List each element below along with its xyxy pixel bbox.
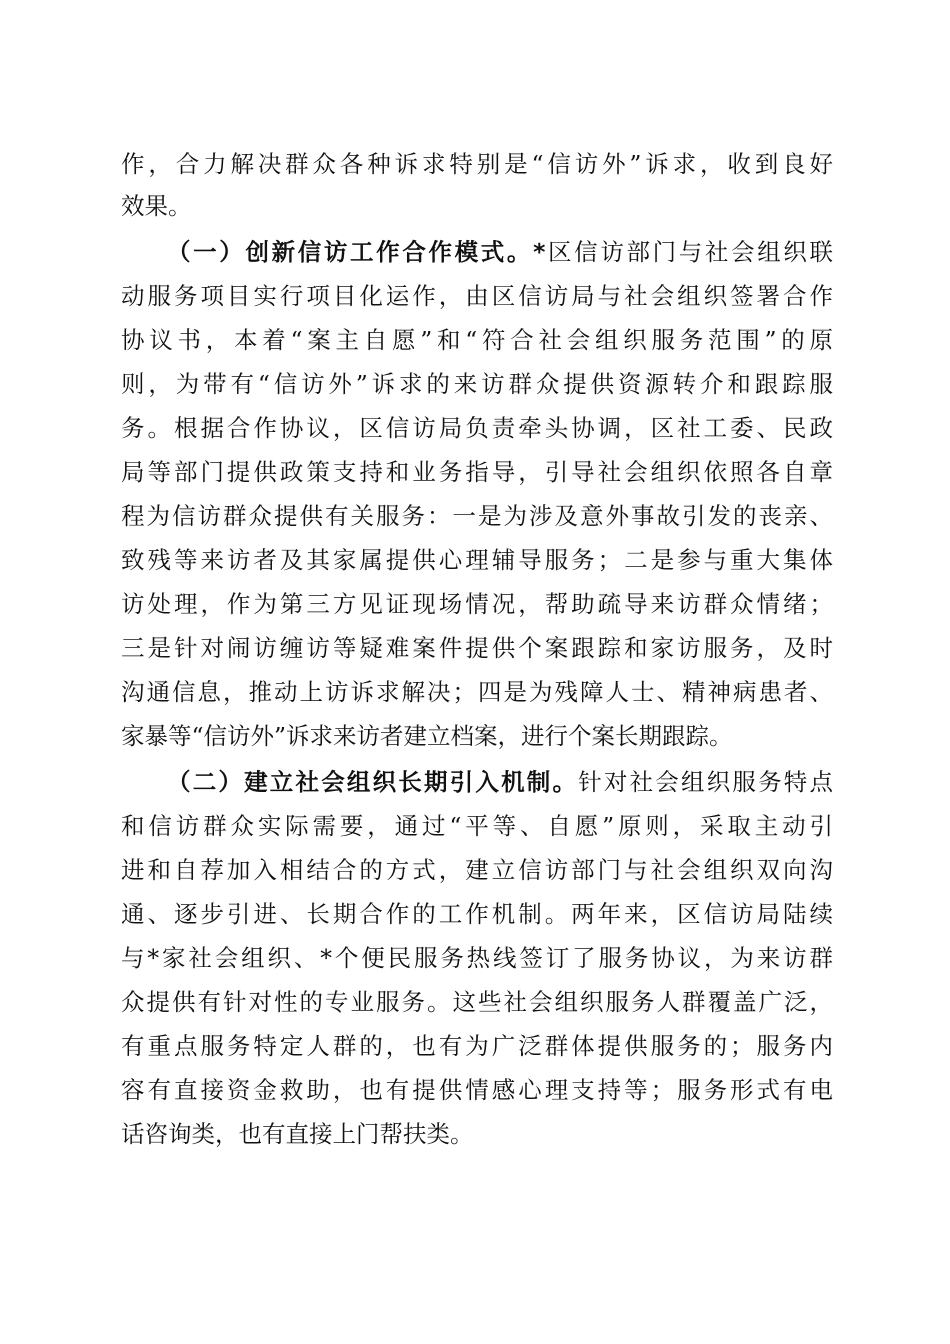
paragraph-line: 众提供有针对性的专业服务。这些社会组织服务人群覆盖广泛， [121, 988, 833, 1016]
paragraph-line: 则，为带有“信访外”诉求的来访群众提供资源转介和跟踪服 [121, 370, 833, 398]
paragraph-line: 局等部门提供政策支持和业务指导，引导社会组织依照各自章 [121, 458, 833, 486]
paragraph-line: 作，合力解决群众各种诉求特别是“信访外”诉求，收到良好 [121, 150, 833, 178]
paragraph-line: 效果。 [121, 192, 192, 220]
paragraph-line: 程为信访群众提供有关服务：一是为涉及意外事故引发的丧亲、 [121, 502, 833, 530]
paragraph-line: 协议书，本着“案主自愿”和“符合社会组织服务范围”的原 [121, 326, 833, 354]
section-one-first-line [167, 232, 833, 272]
paragraph-line: 家暴等“信访外”诉求来访者建立档案，进行个案长期跟踪。 [121, 722, 733, 750]
paragraph-line: 三是针对闹访缠访等疑难案件提供个案跟踪和家访服务，及时 [121, 634, 833, 662]
paragraph-line: 话咨询类，也有直接上门帮扶类。 [121, 1120, 474, 1148]
paragraph-line: 进和自荐加入相结合的方式，建立信访部门与社会组织双向沟 [121, 856, 833, 884]
paragraph-line: 通、逐步引进、长期合作的工作机制。两年来，区信访局陆续 [121, 900, 833, 928]
paragraph-line: 与*家社会组织、*个便民服务热线签订了服务协议，为来访群 [121, 944, 833, 972]
paragraph-line: 访处理，作为第三方见证现场情况，帮助疏导来访群众情绪； [121, 590, 833, 618]
paragraph-line: 动服务项目实行项目化运作，由区信访局与社会组织签署合作 [121, 282, 833, 310]
section-heading-one: （一）创新信访工作合作模式。* [167, 238, 546, 266]
paragraph-line: 致残等来访者及其家属提供心理辅导服务；二是参与重大集体 [121, 546, 833, 574]
paragraph-line: 沟通信息，推动上访诉求解决；四是为残障人士、精神病患者、 [121, 678, 833, 706]
paragraph-text: 区信访部门与社会组织联 [545, 238, 834, 266]
paragraph-text: 针对社会组织服务特点 [578, 768, 834, 796]
section-heading-two: （二）建立社会组织长期引入机制。 [167, 768, 579, 796]
paragraph-line: 有重点服务特定人群的，也有为广泛群体提供服务的；服务内 [121, 1032, 833, 1060]
section-two-first-line [167, 762, 833, 802]
paragraph-line: 务。根据合作协议，区信访局负责牵头协调，区社工委、民政 [121, 414, 833, 442]
paragraph-line: 和信访群众实际需要，通过“平等、自愿”原则，采取主动引 [121, 812, 833, 840]
paragraph-line: 容有直接资金救助，也有提供情感心理支持等；服务形式有电 [121, 1076, 833, 1104]
